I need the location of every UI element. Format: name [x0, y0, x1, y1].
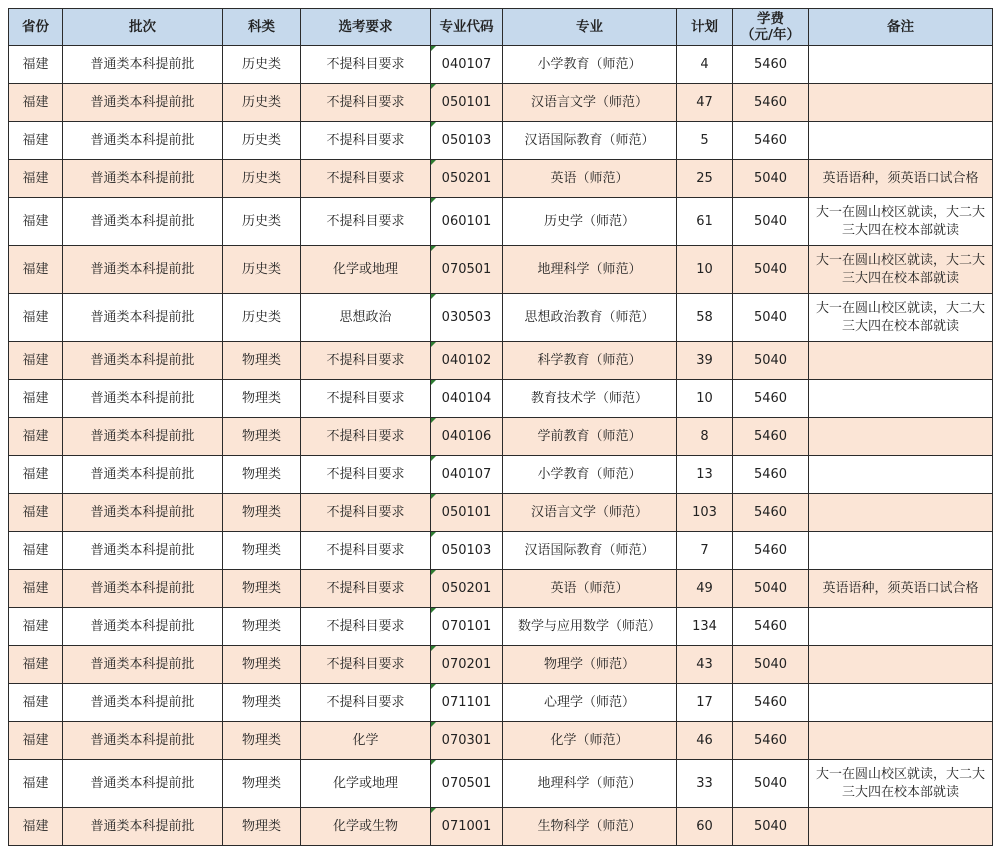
cell-batch: 普通类本科提前批	[63, 198, 223, 246]
cell-batch: 普通类本科提前批	[63, 46, 223, 84]
cell-plan: 43	[677, 646, 733, 684]
header-major: 专业	[503, 9, 677, 46]
cell-subject-category: 物理类	[223, 494, 301, 532]
cell-province: 福建	[9, 46, 63, 84]
cell-batch: 普通类本科提前批	[63, 246, 223, 294]
cell-major-code: 040107	[431, 456, 503, 494]
table-row	[9, 494, 993, 532]
table-header	[9, 9, 993, 46]
admission-plan-table	[8, 8, 993, 846]
cell-tuition: 5040	[733, 160, 809, 198]
cell-major: 汉语言文学（师范）	[503, 494, 677, 532]
admission-plan-table-wrapper	[8, 8, 993, 846]
cell-batch: 普通类本科提前批	[63, 380, 223, 418]
table-body	[9, 46, 993, 846]
cell-remarks	[809, 418, 993, 456]
cell-plan: 25	[677, 160, 733, 198]
table-row	[9, 246, 993, 294]
cell-tuition: 5460	[733, 608, 809, 646]
cell-tuition: 5460	[733, 456, 809, 494]
cell-plan: 4	[677, 46, 733, 84]
cell-province: 福建	[9, 646, 63, 684]
cell-elective-requirement: 不提科目要求	[301, 684, 431, 722]
cell-major: 汉语国际教育（师范）	[503, 532, 677, 570]
header-province: 省份	[9, 9, 63, 46]
cell-major: 化学（师范）	[503, 722, 677, 760]
cell-major-code: 050201	[431, 570, 503, 608]
table-row	[9, 456, 993, 494]
table-row	[9, 760, 993, 808]
cell-province: 福建	[9, 532, 63, 570]
cell-elective-requirement: 不提科目要求	[301, 122, 431, 160]
cell-remarks	[809, 808, 993, 846]
cell-major-code: 040107	[431, 46, 503, 84]
cell-major: 学前教育（师范）	[503, 418, 677, 456]
cell-tuition: 5460	[733, 46, 809, 84]
cell-batch: 普通类本科提前批	[63, 342, 223, 380]
cell-subject-category: 历史类	[223, 294, 301, 342]
cell-subject-category: 物理类	[223, 722, 301, 760]
cell-elective-requirement: 不提科目要求	[301, 494, 431, 532]
cell-elective-requirement: 化学或生物	[301, 808, 431, 846]
cell-remarks: 大一在圆山校区就读，大二大三大四在校本部就读	[809, 246, 993, 294]
cell-major-code: 070101	[431, 608, 503, 646]
table-row	[9, 160, 993, 198]
cell-major: 小学教育（师范）	[503, 46, 677, 84]
cell-major: 小学教育（师范）	[503, 456, 677, 494]
table-row	[9, 684, 993, 722]
cell-elective-requirement: 不提科目要求	[301, 84, 431, 122]
cell-tuition: 5040	[733, 342, 809, 380]
table-row	[9, 342, 993, 380]
cell-batch: 普通类本科提前批	[63, 608, 223, 646]
cell-province: 福建	[9, 494, 63, 532]
cell-plan: 17	[677, 684, 733, 722]
cell-elective-requirement: 不提科目要求	[301, 646, 431, 684]
cell-tuition: 5460	[733, 122, 809, 160]
cell-tuition: 5040	[733, 198, 809, 246]
cell-batch: 普通类本科提前批	[63, 722, 223, 760]
cell-elective-requirement: 不提科目要求	[301, 418, 431, 456]
cell-major-code: 040102	[431, 342, 503, 380]
cell-subject-category: 历史类	[223, 160, 301, 198]
cell-plan: 103	[677, 494, 733, 532]
cell-batch: 普通类本科提前批	[63, 532, 223, 570]
cell-province: 福建	[9, 294, 63, 342]
cell-major-code: 050101	[431, 494, 503, 532]
cell-subject-category: 物理类	[223, 684, 301, 722]
cell-major: 思想政治教育（师范）	[503, 294, 677, 342]
cell-tuition: 5460	[733, 532, 809, 570]
cell-tuition: 5460	[733, 84, 809, 122]
cell-tuition: 5040	[733, 246, 809, 294]
table-row	[9, 418, 993, 456]
table-row	[9, 646, 993, 684]
cell-plan: 8	[677, 418, 733, 456]
cell-elective-requirement: 不提科目要求	[301, 608, 431, 646]
cell-remarks	[809, 494, 993, 532]
header-tuition: 学费 （元/年）	[733, 9, 809, 46]
header-subject-category: 科类	[223, 9, 301, 46]
cell-batch: 普通类本科提前批	[63, 808, 223, 846]
cell-batch: 普通类本科提前批	[63, 84, 223, 122]
cell-plan: 61	[677, 198, 733, 246]
cell-major-code: 030503	[431, 294, 503, 342]
cell-province: 福建	[9, 380, 63, 418]
cell-subject-category: 物理类	[223, 342, 301, 380]
cell-batch: 普通类本科提前批	[63, 456, 223, 494]
cell-major: 科学教育（师范）	[503, 342, 677, 380]
cell-plan: 46	[677, 722, 733, 760]
cell-major: 物理学（师范）	[503, 646, 677, 684]
cell-province: 福建	[9, 160, 63, 198]
cell-major-code: 070501	[431, 246, 503, 294]
cell-remarks: 英语语种，须英语口试合格	[809, 160, 993, 198]
cell-plan: 13	[677, 456, 733, 494]
cell-plan: 33	[677, 760, 733, 808]
cell-major: 英语（师范）	[503, 570, 677, 608]
cell-major-code: 060101	[431, 198, 503, 246]
cell-remarks: 英语语种，须英语口试合格	[809, 570, 993, 608]
cell-tuition: 5460	[733, 494, 809, 532]
cell-remarks	[809, 646, 993, 684]
cell-subject-category: 物理类	[223, 532, 301, 570]
cell-remarks	[809, 380, 993, 418]
cell-major-code: 050103	[431, 122, 503, 160]
cell-province: 福建	[9, 608, 63, 646]
cell-batch: 普通类本科提前批	[63, 122, 223, 160]
cell-tuition: 5040	[733, 646, 809, 684]
header-major-code: 专业代码	[431, 9, 503, 46]
cell-remarks: 大一在圆山校区就读，大二大三大四在校本部就读	[809, 198, 993, 246]
cell-province: 福建	[9, 342, 63, 380]
cell-major: 生物科学（师范）	[503, 808, 677, 846]
cell-plan: 39	[677, 342, 733, 380]
cell-plan: 49	[677, 570, 733, 608]
cell-batch: 普通类本科提前批	[63, 646, 223, 684]
cell-province: 福建	[9, 760, 63, 808]
table-row	[9, 294, 993, 342]
cell-subject-category: 物理类	[223, 760, 301, 808]
header-elective-requirement: 选考要求	[301, 9, 431, 46]
cell-elective-requirement: 不提科目要求	[301, 532, 431, 570]
cell-major: 地理科学（师范）	[503, 760, 677, 808]
table-row	[9, 532, 993, 570]
cell-remarks	[809, 684, 993, 722]
cell-major: 汉语国际教育（师范）	[503, 122, 677, 160]
cell-batch: 普通类本科提前批	[63, 570, 223, 608]
cell-major: 英语（师范）	[503, 160, 677, 198]
cell-tuition: 5460	[733, 418, 809, 456]
cell-province: 福建	[9, 684, 63, 722]
header-plan: 计划	[677, 9, 733, 46]
cell-batch: 普通类本科提前批	[63, 294, 223, 342]
cell-province: 福建	[9, 122, 63, 160]
cell-major-code: 050201	[431, 160, 503, 198]
cell-subject-category: 历史类	[223, 198, 301, 246]
cell-tuition: 5460	[733, 380, 809, 418]
cell-tuition: 5040	[733, 808, 809, 846]
cell-remarks	[809, 532, 993, 570]
cell-plan: 5	[677, 122, 733, 160]
cell-major: 地理科学（师范）	[503, 246, 677, 294]
cell-province: 福建	[9, 84, 63, 122]
cell-subject-category: 物理类	[223, 456, 301, 494]
cell-plan: 7	[677, 532, 733, 570]
cell-elective-requirement: 不提科目要求	[301, 570, 431, 608]
cell-plan: 58	[677, 294, 733, 342]
cell-major: 历史学（师范）	[503, 198, 677, 246]
cell-major-code: 040106	[431, 418, 503, 456]
cell-remarks	[809, 46, 993, 84]
cell-major-code: 070501	[431, 760, 503, 808]
cell-elective-requirement: 不提科目要求	[301, 456, 431, 494]
cell-major-code: 070201	[431, 646, 503, 684]
cell-tuition: 5040	[733, 760, 809, 808]
cell-province: 福建	[9, 198, 63, 246]
table-row	[9, 608, 993, 646]
cell-subject-category: 物理类	[223, 608, 301, 646]
header-batch: 批次	[63, 9, 223, 46]
cell-tuition: 5460	[733, 684, 809, 722]
cell-elective-requirement: 不提科目要求	[301, 198, 431, 246]
cell-remarks	[809, 722, 993, 760]
cell-tuition: 5460	[733, 722, 809, 760]
cell-elective-requirement: 化学或地理	[301, 760, 431, 808]
cell-plan: 47	[677, 84, 733, 122]
cell-major: 数学与应用数学（师范）	[503, 608, 677, 646]
cell-province: 福建	[9, 722, 63, 760]
cell-batch: 普通类本科提前批	[63, 760, 223, 808]
cell-subject-category: 历史类	[223, 246, 301, 294]
header-remarks: 备注	[809, 9, 993, 46]
cell-major-code: 050101	[431, 84, 503, 122]
cell-remarks	[809, 84, 993, 122]
cell-remarks: 大一在圆山校区就读，大二大三大四在校本部就读	[809, 760, 993, 808]
cell-major: 教育技术学（师范）	[503, 380, 677, 418]
cell-elective-requirement: 不提科目要求	[301, 46, 431, 84]
cell-subject-category: 历史类	[223, 122, 301, 160]
cell-subject-category: 历史类	[223, 84, 301, 122]
table-row	[9, 122, 993, 160]
table-row	[9, 46, 993, 84]
table-row	[9, 84, 993, 122]
cell-subject-category: 历史类	[223, 46, 301, 84]
cell-province: 福建	[9, 808, 63, 846]
cell-major: 汉语言文学（师范）	[503, 84, 677, 122]
cell-major-code: 040104	[431, 380, 503, 418]
header-row	[9, 9, 993, 46]
cell-subject-category: 物理类	[223, 570, 301, 608]
cell-elective-requirement: 思想政治	[301, 294, 431, 342]
table-row	[9, 198, 993, 246]
cell-elective-requirement: 不提科目要求	[301, 380, 431, 418]
cell-major-code: 071101	[431, 684, 503, 722]
cell-province: 福建	[9, 246, 63, 294]
cell-batch: 普通类本科提前批	[63, 418, 223, 456]
cell-subject-category: 物理类	[223, 646, 301, 684]
table-row	[9, 808, 993, 846]
cell-remarks	[809, 122, 993, 160]
cell-remarks: 大一在圆山校区就读，大二大三大四在校本部就读	[809, 294, 993, 342]
cell-plan: 10	[677, 246, 733, 294]
cell-plan: 60	[677, 808, 733, 846]
cell-remarks	[809, 456, 993, 494]
table-row	[9, 380, 993, 418]
cell-province: 福建	[9, 456, 63, 494]
cell-major: 心理学（师范）	[503, 684, 677, 722]
cell-tuition: 5040	[733, 294, 809, 342]
cell-subject-category: 物理类	[223, 380, 301, 418]
cell-subject-category: 物理类	[223, 808, 301, 846]
cell-plan: 134	[677, 608, 733, 646]
cell-remarks	[809, 342, 993, 380]
cell-province: 福建	[9, 570, 63, 608]
cell-elective-requirement: 化学或地理	[301, 246, 431, 294]
cell-elective-requirement: 不提科目要求	[301, 160, 431, 198]
cell-major-code: 070301	[431, 722, 503, 760]
cell-elective-requirement: 不提科目要求	[301, 342, 431, 380]
cell-province: 福建	[9, 418, 63, 456]
table-row	[9, 570, 993, 608]
cell-plan: 10	[677, 380, 733, 418]
cell-elective-requirement: 化学	[301, 722, 431, 760]
cell-major-code: 050103	[431, 532, 503, 570]
cell-batch: 普通类本科提前批	[63, 494, 223, 532]
cell-subject-category: 物理类	[223, 418, 301, 456]
cell-batch: 普通类本科提前批	[63, 684, 223, 722]
cell-major-code: 071001	[431, 808, 503, 846]
cell-remarks	[809, 608, 993, 646]
cell-batch: 普通类本科提前批	[63, 160, 223, 198]
table-row	[9, 722, 993, 760]
cell-tuition: 5040	[733, 570, 809, 608]
